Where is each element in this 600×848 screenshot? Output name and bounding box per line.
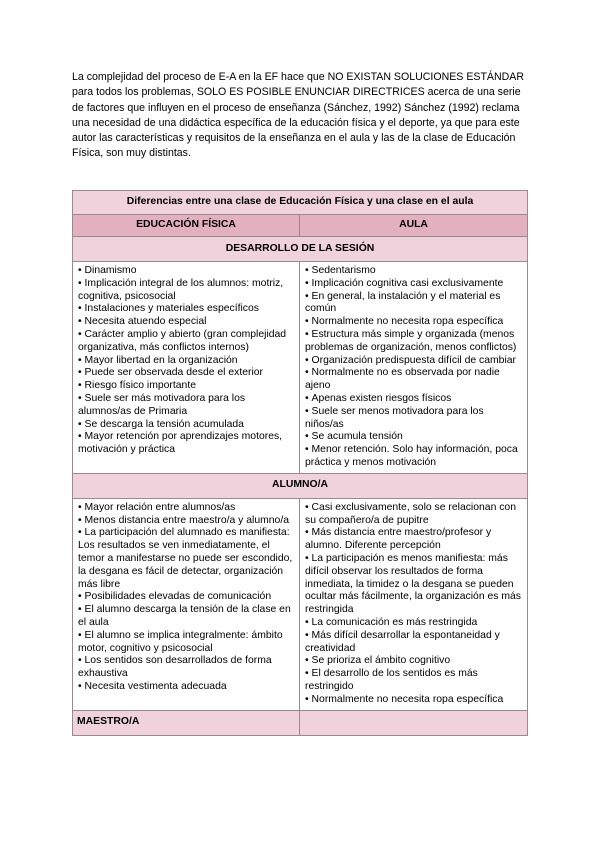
list-item: • Puede ser observada desde el exterior xyxy=(78,367,295,380)
list-item: • Sedentarismo xyxy=(305,265,523,278)
cell-alumno-aula xyxy=(300,498,528,710)
bullet-list xyxy=(300,499,527,710)
column-header-educacion-fisica: EDUCACIÓN FÍSICA xyxy=(73,215,300,237)
list-item: • Se descarga la tensión acumulada xyxy=(78,419,295,432)
table-title: Diferencias entre una clase de Educación Física y una clase en el aula xyxy=(73,191,528,215)
list-item: • En general, la instalación y el material es común xyxy=(305,291,523,317)
list-item: • Estructura más simple y organizada (menos problemas de organización, menos conflictos) xyxy=(305,329,523,355)
list-item: • Suele ser más motivadora para los alumnos/as de Primaria xyxy=(78,393,295,419)
comparison-table xyxy=(72,190,528,736)
list-item: • Mayor libertad en la organización xyxy=(78,355,295,368)
list-item: • Necesita vestimenta adecuada xyxy=(78,681,295,694)
section-header-row xyxy=(73,237,528,262)
section-content-row xyxy=(73,498,528,710)
section-content-row xyxy=(73,262,528,474)
list-item: • Normalmente no es observada por nadie ajeno xyxy=(305,367,523,393)
list-item: • Mayor retención por aprendizajes motores, motivación y práctica xyxy=(78,431,295,457)
list-item: • Más difícil desarrollar la espontaneidad y creatividad xyxy=(305,630,523,656)
list-item: • Suele ser menos motivadora para los niños/as xyxy=(305,406,523,432)
list-item: • Carácter amplio y abierto (gran complejidad organizativa, más conflictos internos) xyxy=(78,329,295,355)
list-item: • Organización predispuesta difícil de cambiar xyxy=(305,355,523,368)
list-item: • Mayor relación entre alumnos/as xyxy=(78,502,295,515)
intro-paragraph: La complejidad del proceso de E-A en la EF hace que NO EXISTAN SOLUCIONES ESTÁNDAR para todos los problemas, SOLO ES POSIBLE ENUNCIAR DIRECTRICES acerca de una serie de factores que influyen en el proceso de enseñanza (Sánchez, 1992) Sánchez (1992) reclama una necesidad de una didáctica específica de la educación física y el deporte, ya que para este autor las características y requisitos de la enseñanza en el aula y las de la clase de Educación Física, son muy distintas. xyxy=(72,71,525,160)
list-item: • Se acumula tensión xyxy=(305,431,523,444)
list-item: • Casi exclusivamente, solo se relacionan con su compañero/a de pupitre xyxy=(305,502,523,528)
bullet-list xyxy=(73,499,299,697)
cell-desarrollo-ef xyxy=(73,262,300,474)
list-item: • La comunicación es más restringida xyxy=(305,617,523,630)
list-item: • La participación es menos manifiesta: más difícil observar los resultados de forma inmediata, la timidez o la desgana se pueden ocultar más fácilmente, la organización es más restringida xyxy=(305,553,523,617)
table-title-row xyxy=(73,191,528,215)
list-item: • Se prioriza el ámbito cognitivo xyxy=(305,655,523,668)
list-item: • Normalmente no necesita ropa específica xyxy=(305,316,523,329)
cell-alumno-ef xyxy=(73,498,300,710)
list-item: • El desarrollo de los sentidos es más restringido xyxy=(305,668,523,694)
section-header-row xyxy=(73,710,528,735)
bullet-list xyxy=(300,262,527,473)
cell-desarrollo-aula xyxy=(300,262,528,474)
list-item: • El alumno descarga la tensión de la clase en el aula xyxy=(78,604,295,630)
section-header-desarrollo-sesion: DESARROLLO DE LA SESIÓN xyxy=(73,237,528,262)
list-item: • Necesita atuendo especial xyxy=(78,316,295,329)
column-header-row xyxy=(73,215,528,237)
list-item: • Dinamismo xyxy=(78,265,295,278)
section-header-maestro: MAESTRO/A xyxy=(73,710,300,735)
list-item: • Posibilidades elevadas de comunicación xyxy=(78,591,295,604)
column-header-aula: AULA xyxy=(300,215,528,237)
list-item: • Implicación integral de los alumnos: motriz, cognitiva, psicosocial xyxy=(78,278,295,304)
list-item: • Más distancia entre maestro/profesor y alumno. Diferente percepción xyxy=(305,527,523,553)
section-header-row xyxy=(73,473,528,498)
list-item: • Normalmente no necesita ropa específica xyxy=(305,694,523,707)
list-item: • El alumno se implica integralmente: ámbito motor, cognitivo y psicosocial xyxy=(78,630,295,656)
list-item: • Riesgo físico importante xyxy=(78,380,295,393)
bullet-list xyxy=(73,262,299,460)
list-item: • Los sentidos son desarrollados de forma exhaustiva xyxy=(78,655,295,681)
section-header-alumno: ALUMNO/A xyxy=(73,473,528,498)
list-item: • Apenas existen riesgos físicos xyxy=(305,393,523,406)
list-item: • La participación del alumnado es manifiesta: Los resultados se ven inmediatamente, el temor a manifestarse no puede ser escondido, la desgana es fácil de detectar, organización más libre xyxy=(78,527,295,591)
list-item: • Instalaciones y materiales específicos xyxy=(78,303,295,316)
list-item: • Menor retención. Solo hay información, poca práctica y menos motivación xyxy=(305,444,523,470)
section-header-maestro-empty xyxy=(300,710,528,735)
list-item: • Menos distancia entre maestro/a y alumno/a xyxy=(78,515,295,528)
list-item: • Implicación cognitiva casi exclusivamente xyxy=(305,278,523,291)
